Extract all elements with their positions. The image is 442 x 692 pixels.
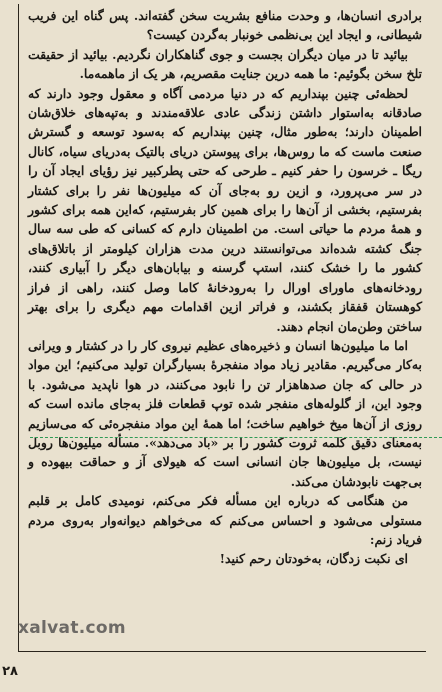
- paragraph-4: اما ما میلیون‌ها انسان و ذخیره‌های عظیم نیروی کار را در کشتار و ویرانی به‌کار می‌گیریم. مقادیر زیاد مواد منفجرهٔ بسیارگران تولید می‌کنیم؛ این مواد در حالی که جان صدها‌هزار تن را نابود می‌کنند، در هوا ناپدید می‌شود. با وجود این، از گلوله‌های منفجر شده توپ قطعات فلز به‌جای مانده است که روزی از آن‌ها میخ خواهیم ساخت؛ اما همهٔ این مواد منفجره‌ئی که می‌سازیم به‌معنای دقیق کلمه ثروت کشور را بر «باد می‌دهد». مسأله میلیون‌ها روبل نیست، بل میلیون‌ها جان انسانی است که هیولای آز و حماقت بیهوده و بی‌جهت نابودشان می‌کند.: [28, 337, 422, 489]
- paragraph-3: لحظه‌ئی چنین بپنداریم که در دنیا مردمی آگاه و معقول وجود دارند که صادقانه به‌استوار داشتن زندگی عادی علاقه‌مندند و به‌تپه‌های خلاق‌شان اطمینان دارند؛ به‌طور مثال، چنین بپنداریم که به‌سود توسعه و گسترش صنعت ماست که ما روس‌ها، برای پیوستن دریای بالتیک به‌دریای سیاه، کانال ریگا ـ خرسون را حفر کنیم ـ طرحی که حتی پطرکبیر نیز رؤیای ایجاد آن را در سر می‌پرورد، و ازین رو به‌جای آن که میلیون‌ها نفر را برای کشتار بفرستیم، بخشی از آن‌ها را برای همین کار بفرستیم، که‌این همه برای کشور و همهٔ مردم ما حیاتی است. من اطمینان دارم که کسانی که طی سه سال جنگ کشته شده‌اند می‌توانستند درین مدت هزاران کیلومتر از باتلاق‌های کشور ما را خشک کنند، استپ گرسنه و بیابان‌های دیگر را آبیاری کنند، رودخانه‌های ماورای اورال را به‌رودخانهٔ کاما وصل کنند، راهی از فراز کوهستان قفقاز بکشند، و فراتر ازین اقدامات مهم دیگری را برای بهتر ساختن وطن‌مان انجام دهند.: [28, 85, 422, 334]
- paragraph-1: برادری انسان‌ها، و وحدت منافع بشریت سخن گفته‌اند. پس گناه این فریب شیطانی، و ایجاد این بی‌نظمی خونبار به‌گردن کیست؟: [28, 8, 422, 43]
- page-number: ۲۸: [2, 664, 18, 679]
- watermark: xalvat.com: [18, 618, 126, 638]
- paragraph-2: بیائید تا در میان دیگران بجست و جوی گناهکاران نگردیم. بیائید از حقیقت تلخ سخن بگوئیم: ما همه درین جنایت مقصریم، هر یک از ما‌همه‌ما.: [28, 46, 422, 82]
- scan-guide-line: [30, 437, 442, 438]
- paragraph-6: ای نکبت زدگان، به‌خودتان رحم کنید!: [219, 551, 408, 567]
- body-text: [28, 6, 422, 569]
- paragraph-5: من هنگامی که درباره این مسأله فکر می‌کنم، نومیدی کامل بر قلبم مستولی می‌شود و احساس می‌کنم که می‌خواهم دیوانه‌وار به‌روی مردم فریاد زنم:: [28, 493, 422, 547]
